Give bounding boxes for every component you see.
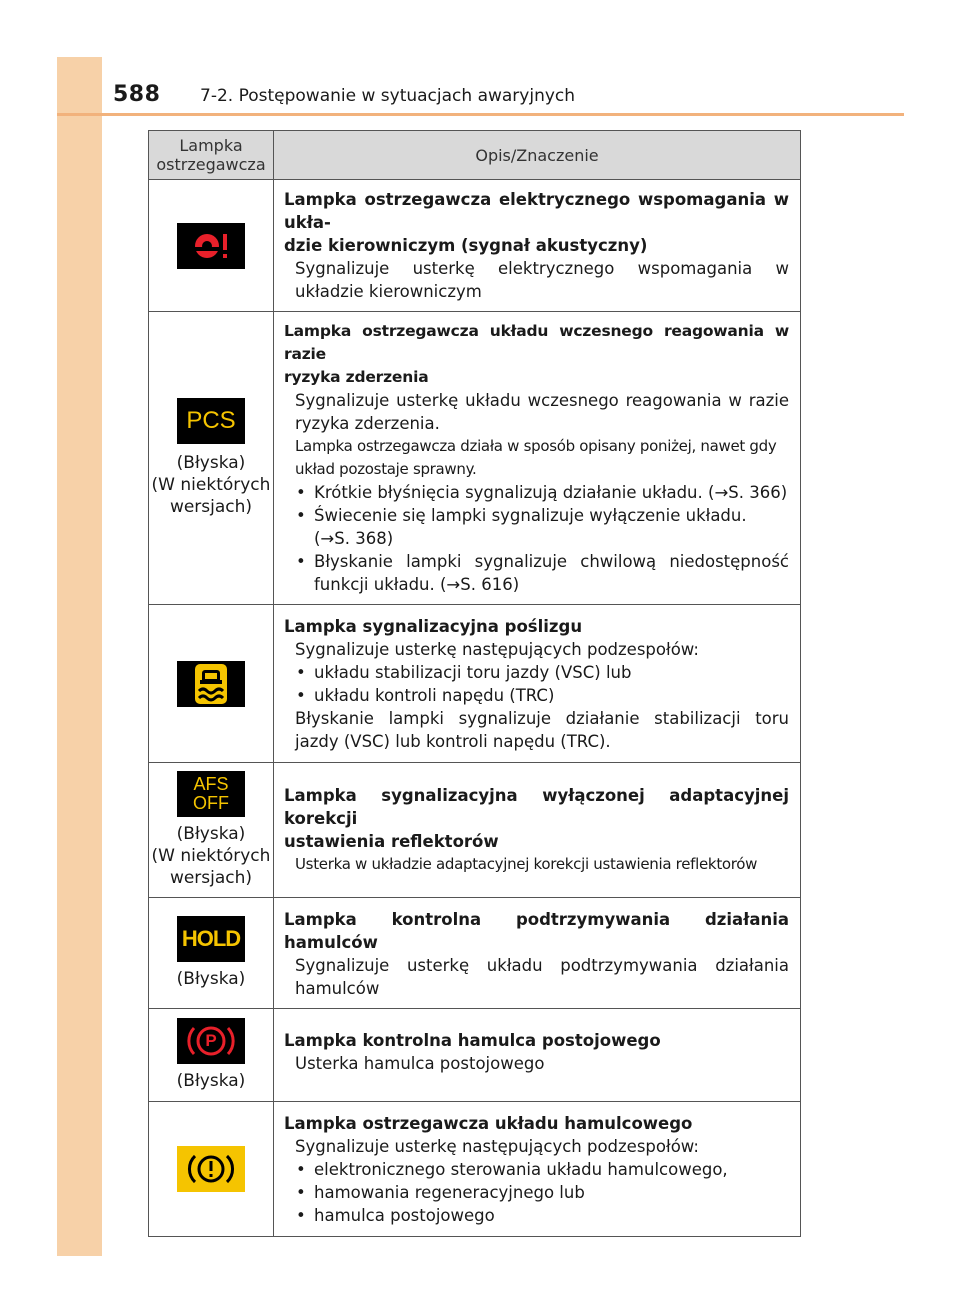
lamp-cell: AFS OFF (Błyska) (W niektórych wersjach) [149, 763, 274, 898]
afs-off-indicator-icon: AFS OFF [177, 771, 245, 817]
description-cell: Lampka sygnalizacyjna poślizgu Sygnalizuje usterkę następujących podzespołów: • układu stabilizacji toru jazdy (VSC) lub • układu kontroli napędu (TRC) Błyskanie lampki sygnalizuje działanie stabilizacji toru jazdy (VSC) lub kontroli napędu (TRC). [274, 605, 801, 763]
table-row [149, 312, 801, 605]
description-cell: Lampka ostrzegawcza elektrycznego wspomagania w ukła- dzie kierowniczym (sygnał akustyczny) Sygnalizuje usterkę elektrycznego wspomagania w układzie kierowniczym [274, 180, 801, 312]
brake-hold-indicator-icon: HOLD [177, 916, 245, 962]
section-title: 7-2. Postępowanie w sytuacjach awaryjnych [200, 86, 576, 106]
table-header-row [149, 131, 801, 180]
power-steering-warning-icon [177, 223, 245, 269]
lamp-cell [149, 605, 274, 763]
table-row [149, 1009, 801, 1102]
table-row [149, 898, 801, 1009]
column-header-lamp: Lampka ostrzegawcza [149, 131, 274, 180]
description-cell: Lampka kontrolna hamulca postojowego Usterka hamulca postojowego [274, 1009, 801, 1102]
lamp-cell: PCS (Błyska) (W niektórych wersjach) [149, 312, 274, 605]
table-row [149, 1102, 801, 1237]
description-cell: Lampka kontrolna podtrzymywania działania hamulców Sygnalizuje usterkę układu podtrzymywania działania hamulców [274, 898, 801, 1009]
description-cell: Lampka ostrzegawcza układu hamulcowego Sygnalizuje usterkę następujących podzespołów: • elektronicznego sterowania układu hamulcowego, • hamowania regeneracyjnego lub • hamulca postojowego [274, 1102, 801, 1237]
table-row [149, 763, 801, 898]
header-rule [57, 113, 904, 116]
slip-indicator-icon [177, 661, 245, 707]
table-row [149, 605, 801, 763]
lamp-cell: P (Błyska) [149, 1009, 274, 1102]
description-cell: Lampka ostrzegawcza układu wczesnego reagowania w razie ryzyka zderzenia Sygnalizuje usterkę układu wczesnego reagowania w razie ryzyka zderzenia. Lampka ostrzegawcza działa w sposób opisany poniżej, nawet gdy układ pozostaje sprawny. • Krótkie błyśnięcia sygnalizują działanie układu. (→S. 366) • Świecenie się lampki sygnalizuje wyłączenie układu. (→S. 368) • Błyskanie lampki sygnalizuje chwilową niedostępność funkcji układu. (→S. 616) [274, 312, 801, 605]
table-row [149, 180, 801, 312]
parking-brake-indicator-icon: P [177, 1018, 245, 1064]
pcs-warning-icon: PCS [177, 398, 245, 444]
warning-lamps-table [148, 130, 801, 1237]
description-cell: Lampka sygnalizacyjna wyłączonej adaptacyjnej korekcji ustawienia reflektorów Usterka w układzie adaptacyjnej korekcji ustawienia reflektorów [274, 763, 801, 898]
column-header-description: Opis/Znaczenie [274, 131, 801, 180]
side-band [57, 57, 102, 1256]
page-number: 588 [113, 82, 161, 107]
lamp-cell: HOLD (Błyska) [149, 898, 274, 1009]
lamp-cell [149, 1102, 274, 1237]
lamp-cell [149, 180, 274, 312]
brake-system-warning-icon [177, 1146, 245, 1192]
